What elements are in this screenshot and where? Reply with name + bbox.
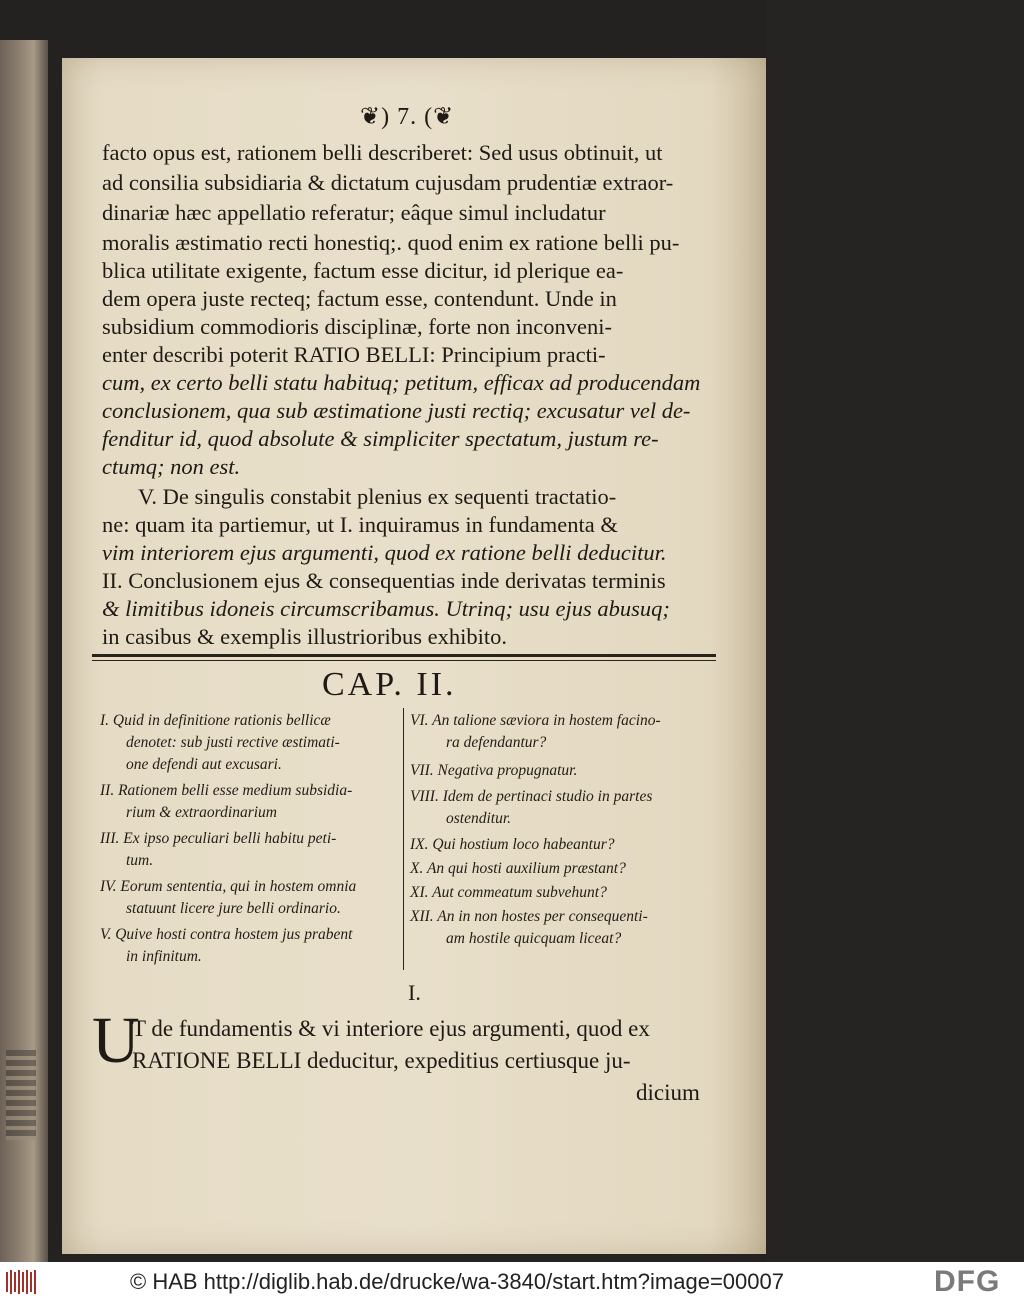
text-line: blica utilitate exigente, factum esse dicitur, id plerique ea- — [102, 258, 624, 283]
text-line: vim interiorem ejus argumenti, quod ex ratione belli deducitur. — [102, 540, 667, 565]
ornamental-rule-thin — [92, 660, 716, 661]
text-line: enter describi poterit RATIO BELLI: Principium practi- — [102, 342, 606, 367]
toc-entry: IV. Eorum sententia, qui in hostem omnia — [100, 878, 357, 895]
column-divider — [403, 708, 404, 970]
text-line: ne: quam ita partiemur, ut I. inquiramus in fundamenta & — [102, 512, 618, 537]
text-line: T de fundamentis & vi interiore ejus argumenti, quod ex — [132, 1016, 650, 1041]
toc-entry: ra defendantur? — [446, 734, 547, 751]
toc-entry: XI. Aut commeatum subvehunt? — [410, 884, 607, 901]
toc-entry: ostenditur. — [446, 810, 512, 827]
toc-entry: III. Ex ipso peculiari belli habitu peti- — [100, 830, 337, 847]
toc-entry: rium & extraordinarium — [126, 804, 277, 821]
text-line: facto opus est, rationem belli describeret: Sed usus obtinuit, ut — [102, 140, 663, 165]
toc-entry: XII. An in non hostes per consequenti- — [410, 908, 648, 925]
text-line: RATIONE BELLI deducitur, expeditius certiusque ju- — [132, 1048, 631, 1073]
footer-bar — [0, 1262, 1024, 1302]
background — [766, 0, 1024, 1262]
text-line: in casibus & exemplis illustrioribus exhibito. — [102, 624, 507, 649]
toc-entry: one defendi aut excusari. — [126, 756, 282, 773]
chapter-title: CAP. II. — [322, 666, 457, 703]
copyright-credit: © HAB http://diglib.hab.de/drucke/wa-3840/start.htm?image=00007 — [130, 1269, 784, 1294]
drop-cap: U — [92, 1004, 140, 1077]
ornamental-rule — [92, 654, 716, 657]
page-header: ❦) 7. (❦ — [360, 104, 455, 130]
text-line: dicium — [636, 1080, 700, 1105]
text-line: subsidium commodioris disciplinæ, forte non inconveni- — [102, 314, 612, 339]
toc-entry: VIII. Idem de pertinaci studio in partes — [410, 788, 653, 805]
section-numeral: I. — [408, 980, 421, 1005]
text-line: dem opera juste recteq; factum esse, contendunt. Unde in — [102, 286, 617, 311]
text-line: cum, ex certo belli statu habituq; petitum, efficax ad producendam — [102, 370, 701, 395]
toc-entry: X. An qui hosti auxilium præstant? — [410, 860, 626, 877]
text-line: conclusionem, qua sub æstimatione justi rectiq; excusatur vel de- — [102, 398, 691, 423]
toc-entry: I. Quid in definitione rationis bellicæ — [100, 712, 331, 729]
text-line: ctumq; non est. — [102, 454, 241, 479]
toc-entry: IX. Qui hostium loco habeantur? — [410, 836, 615, 853]
text-line: II. Conclusionem ejus & consequentias inde derivatas terminis — [102, 568, 666, 593]
toc-entry: in infinitum. — [126, 948, 202, 965]
toc-entry: VI. An talione sæviora in hostem facino- — [410, 712, 661, 729]
text-line: dinariæ hæc appellatio referatur; eâque simul includatur — [102, 200, 606, 225]
toc-entry: II. Rationem belli esse medium subsidia- — [100, 782, 353, 799]
text-line: V. De singulis constabit plenius ex sequenti tractatio- — [138, 484, 617, 509]
toc-entry: denotet: sub justi rective æstimati- — [126, 734, 340, 751]
library-icon — [4, 1268, 40, 1296]
adjacent-book-edge — [0, 40, 48, 1262]
text-line: & limitibus idoneis circumscribamus. Utrinq; usu ejus abusuq; — [102, 596, 670, 621]
toc-entry: am hostile quicquam liceat? — [446, 930, 622, 947]
toc-entry: tum. — [126, 852, 154, 869]
dfg-logo: DFG — [934, 1265, 1001, 1298]
toc-entry: statuunt licere jure belli ordinario. — [126, 900, 341, 917]
text-line: moralis æstimatio recti honestiq;. quod enim ex ratione belli pu- — [102, 230, 680, 255]
text-line: ad consilia subsidiaria & dictatum cujusdam prudentiæ extraor- — [102, 170, 674, 195]
toc-entry: VII. Negativa propugnatur. — [410, 762, 578, 779]
toc-entry: V. Quive hosti contra hostem jus prabent — [100, 926, 353, 943]
text-line: fenditur id, quod absolute & simpliciter spectatum, justum re- — [102, 426, 659, 451]
